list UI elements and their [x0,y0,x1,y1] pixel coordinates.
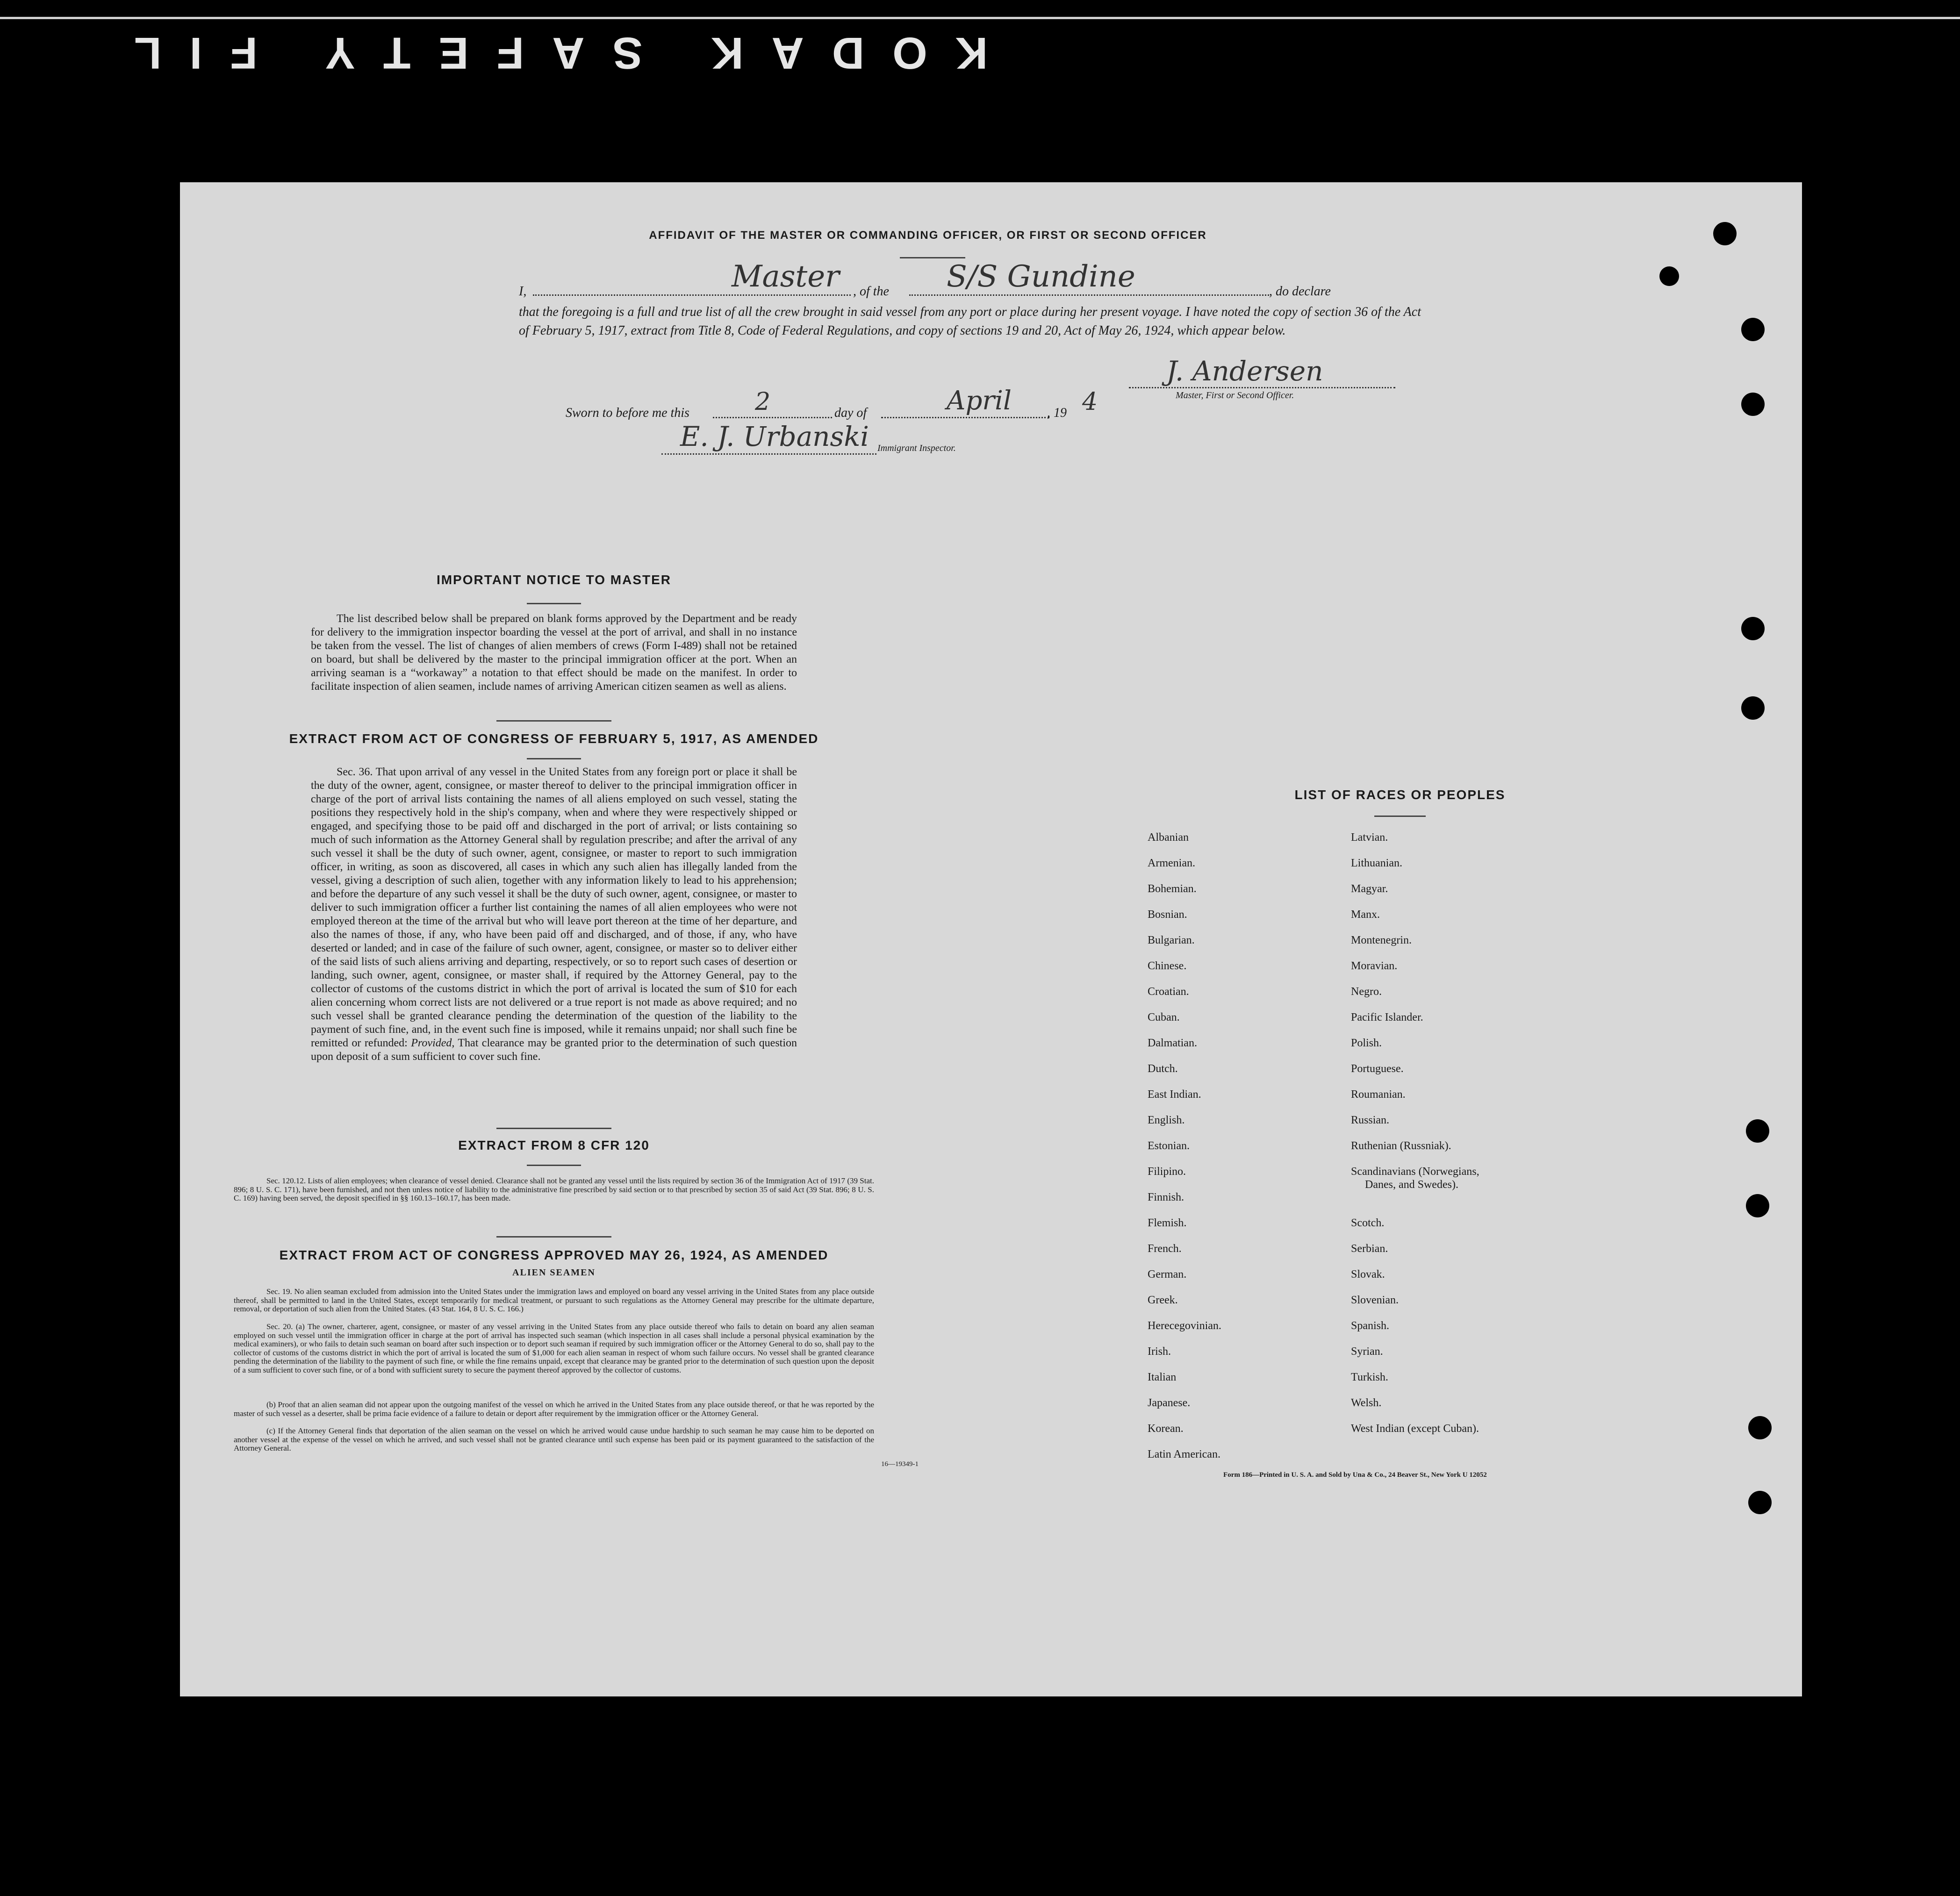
divider [496,720,611,722]
race-item: Polish. [1351,1037,1382,1049]
extract-1917-text [311,766,797,1064]
notice-text: The list described below shall be prepared on blank forms approved by the Department and be ready for delivery to the immigration inspector boarding the vessel at the port of arrival, and shall in no instance be taken from the vessel. The list of changes of alien members of crews (Form I-489) shall not be retained on board, but shall be delivered by the master to the principal immigration officer at the port. When an arriving seaman is a “workaway” a notation to that effect should be made on the manifest. In order to facilitate inspection of alien seamen, include names of arriving American citizen seamen as well as aliens. [311,613,797,693]
race-item: Italian [1148,1371,1177,1383]
race-item: Filipino. [1148,1166,1186,1178]
divider [496,1236,611,1238]
race-item: Cuban. [1148,1011,1180,1023]
race-item: Armenian. [1148,857,1195,869]
race-item: Montenegrin. [1351,934,1412,946]
handwritten-inspector-signature: E. J. Urbanski [680,421,869,452]
sec-20c-text: (c) If the Attorney General finds that deportation of the alien seaman on the vessel on which he arrived would cause undue hardship to such seaman he may cause him to be deported on another vessel at the expense of the vessel on which he arrived, and such vessel shall not be granted clearance until such expense has been paid or its payment guaranteed to the satisfaction of the Attorney General. [234,1426,874,1452]
divider [527,1165,581,1166]
handwritten-rank: Master [732,259,840,294]
race-item: Pacific Islander. [1351,1011,1423,1023]
race-item: Latin American. [1148,1448,1221,1460]
race-item: Manx. [1351,909,1380,921]
film-edge-text: KODAK SAFETY FIL [106,28,988,78]
race-item: Irish. [1148,1345,1171,1358]
race-item: Serbian. [1351,1243,1388,1255]
race-item: Moravian. [1351,960,1398,972]
punch-hole [1748,1491,1772,1514]
film-border-line [0,17,1960,19]
race-item: Spanish. [1351,1320,1390,1332]
race-item: English. [1148,1114,1185,1126]
form-printer-note: Form 186—Printed in U. S. A. and Sold by Una & Co., 24 Beaver St., New York U 12052 [1223,1471,1487,1479]
film-edge-marking [14,27,1080,83]
master-signature-line [1129,387,1395,388]
race-item: Scandinavians (Norwegians, [1351,1166,1479,1178]
affidavit-i: I, [519,284,527,299]
extract-1917-title: EXTRACT FROM ACT OF CONGRESS OF FEBRUARY 5, 1917, AS AMENDED [289,731,819,746]
race-item: Greek. [1148,1294,1178,1306]
handwritten-master-signature: J. Andersen [1166,355,1323,387]
race-item: Negro. [1351,986,1382,998]
punch-hole [1659,266,1679,286]
race-item: Danes, and Swedes). [1365,1179,1458,1191]
document-page [180,182,1802,1696]
races-left-column [1148,825,1335,1467]
day-blank-line [713,417,832,418]
race-item: Portuguese. [1351,1063,1404,1075]
master-signature-label: Master, First or Second Officer. [1176,390,1294,401]
name-blank-line [533,294,851,296]
form-code: 16—19349-1 [881,1460,919,1468]
punch-hole [1741,318,1765,341]
race-item: Japanese. [1148,1397,1191,1409]
sec-20b-text: (b) Proof that an alien seaman did not appear upon the outgoing manifest of the vessel on which he arrived in the United States from any place outside thereof, or that he was reported by the master of such vessel as a deserter, shall be prima facie evidence of a failure to detain or deport after requirement by the immigration officer or the Attorney General. [234,1400,874,1418]
punch-hole [1746,1119,1769,1143]
punch-hole [1748,1416,1772,1439]
races-title: LIST OF RACES OR PEOPLES [1294,787,1506,802]
race-item: German. [1148,1268,1187,1281]
affidavit-body: that the foregoing is a full and true list of all the crew brought in said vessel from any port or place during her present voyage. I have noted the copy of section 36 of the Act of February 5, 1917, extract from Title 8, Code of Federal Regulations, and copy of sections 19 and 20, Act of May 26, 1924, which appear below. [519,305,1421,338]
cfr-text: Sec. 120.12. Lists of alien employees; when clearance of vessel denied. Clearance shall not be granted any vessel until the lists required by section 36 of the Immigration Act of 1917 (39 Stat. 896; 8 U. S. C. 171), have been furnished, and not then unless notice of liability to the administrative fine prescribed by said section or to that prescribed by section 35 of said Act (39 Stat. 896; 8 U. S. C. 169) having been served, the deposit specified in §§ 160.13–160.17, has been made. [234,1176,874,1202]
divider [900,257,965,258]
race-item: Bohemian. [1148,883,1197,895]
sec-36-label: Sec. 36. [337,766,373,778]
race-item: Herecegovinian. [1148,1320,1221,1332]
punch-hole [1741,696,1765,720]
race-item: Albanian [1148,831,1189,844]
extract-1924-title: EXTRACT FROM ACT OF CONGRESS APPROVED MAY 26, 1924, AS AMENDED [279,1248,829,1262]
sworn-label: Sworn to before me this [566,406,689,420]
handwritten-day: 2 [755,388,771,416]
race-item: Korean. [1148,1423,1184,1435]
race-item: Russian. [1351,1114,1390,1126]
race-item: Estonian. [1148,1140,1190,1152]
race-item: Magyar. [1351,883,1388,895]
punch-hole [1741,617,1765,640]
sec-20a-text: Sec. 20. (a) The owner, charterer, agent, consignee, or master of any vessel arriving in the United States from any place outside thereof who fails to detain on board any alien seaman employed on such vessel until the immigration officer in charge at the port of arrival has inspected such seaman (which inspection in all cases shall include a personal physical examination by the medical examiners), or who fails to detain such seaman on board after such inspection or to deport such seaman if required by such immigration officer or the Attorney General to do so, shall pay to the collector of customs of the customs district in which the port of arrival is located the sum of $1,000 for each alien seaman in respect of whom such failure occurs. No vessel shall be granted clearance pending the determination of the liability to the payment of such fine, or while the fine remains unpaid, except that clearance may be granted prior to the determination of such question upon the deposit of a sum sufficient to cover such fine, or of a bond with sufficient surety to secure the payment thereof approved by the collector of customs. [234,1322,874,1374]
divider [527,758,581,759]
race-item: Lithuanian. [1351,857,1402,869]
affidavit-do-declare: , do declare [1269,284,1331,299]
race-item: Syrian. [1351,1345,1383,1358]
race-item: Finnish. [1148,1191,1185,1203]
race-item: Latvian. [1351,831,1388,844]
race-item: Slovak. [1351,1268,1385,1281]
month-blank-line [881,417,1049,418]
race-item: Dutch. [1148,1063,1178,1075]
race-item: Turkish. [1351,1371,1388,1383]
handwritten-year: 4 [1082,388,1098,416]
races-right-column [1351,825,1594,1442]
day-of-label: day of [834,406,867,420]
race-item: Dalmatian. [1148,1037,1197,1049]
inspector-label: Immigrant Inspector. [877,443,956,453]
race-item: East Indian. [1148,1088,1201,1101]
race-item: Flemish. [1148,1217,1187,1229]
affidavit-title: AFFIDAVIT OF THE MASTER OR COMMANDING OFFICER, OR FIRST OR SECOND OFFICER [649,229,1207,242]
affidavit-of-the: , of the [853,284,889,299]
race-item: Scotch. [1351,1217,1385,1229]
extract-1924-subtitle: ALIEN SEAMEN [512,1267,596,1278]
handwritten-vessel: S/S Gundine [947,259,1135,294]
divider [527,603,581,604]
race-item: Croatian. [1148,986,1189,998]
vessel-blank-line [909,294,1269,296]
race-item: Roumanian. [1351,1088,1406,1101]
race-item: Bosnian. [1148,909,1187,921]
race-item: Ruthenian (Russniak). [1351,1140,1451,1152]
divider [1374,816,1426,817]
notice-title: IMPORTANT NOTICE TO MASTER [436,572,672,587]
race-item: Welsh. [1351,1397,1382,1409]
sec-36-tail: That clearance may be granted prior to the determination of such question upon deposit of a sum sufficient to cover such fine. [311,1037,797,1063]
provided-word: Provided, [411,1037,455,1049]
race-item: West Indian (except Cuban). [1351,1423,1479,1435]
race-item: Slovenian. [1351,1294,1399,1306]
punch-hole [1741,393,1765,416]
punch-hole [1713,222,1737,245]
race-item: French. [1148,1243,1182,1255]
sec-36-body: That upon arrival of any vessel in the United States from any foreign port or place it shall be the duty of the owner, agent, consignee, or master thereof to deliver to the principal immigration officer in charge of the port of arrival lists containing the names of all aliens employed on such vessel, stating the positions they respectively hold in the ship's company, when and where they were respectively shipped or engaged, and specifying those to be paid off and discharged in the port of arrival; or lists containing so much of such information as the Attorney General shall by regulation prescribe; and after the arrival of any such vessel it shall be the duty of such owner, agent, consignee, or master to report to such immigration officer, in writing, as soon as discovered, all cases in which any such alien has illegally landed from the vessel, giving a description of such alien, together with any information likely to lead to his apprehension; and before the departure of any such vessel it shall be the duty of such owner, agent, consignee, or master to deliver to such immigration officer a further list containing the names of all alien employees who were not employed thereon at the time of the arrival but who will leave port thereon at the time of her departure, and also the names of those, if any, who have been paid off and discharged, and of those, if any, who have deserted or landed; and in case of the failure of such owner, agent, consignee, or master so to deliver either of the said lists of such aliens arriving and departing, respectively, or so to report such cases of desertion or landing, such owner, agent, consignee, or master shall, if required by the Attorney General, pay to the collector of customs of the customs district in which the port of arrival is located the sum of $10 for each alien concerning whom correct lists are not delivered or a true report is not made as above required; and no such vessel shall be granted clearance pending the determination of the question of the liability to the payment of such fine, and, in the event such fine is imposed, while it remains unpaid; nor shall such fine be remitted or refunded: [311,766,797,1049]
inspector-signature-line [661,453,876,455]
punch-hole [1746,1194,1769,1217]
race-item: Bulgarian. [1148,934,1195,946]
sec-19-text: Sec. 19. No alien seaman excluded from admission into the United States under the immigration laws and employed on board any vessel arriving in the United States from any place outside thereof, shall be permitted to land in the United States, except temporarily for medical treatment, or pursuant to such regulations as the Attorney General may prescribe for the ultimate departure, removal, or deportation of such alien from the United States. (43 Stat. 164, 8 U. S. C. 166.) [234,1287,874,1313]
race-item: Chinese. [1148,960,1187,972]
handwritten-month: April [947,386,1012,416]
cfr-title: EXTRACT FROM 8 CFR 120 [458,1138,650,1152]
year-prefix: , 19 [1047,406,1067,420]
divider [496,1128,611,1129]
